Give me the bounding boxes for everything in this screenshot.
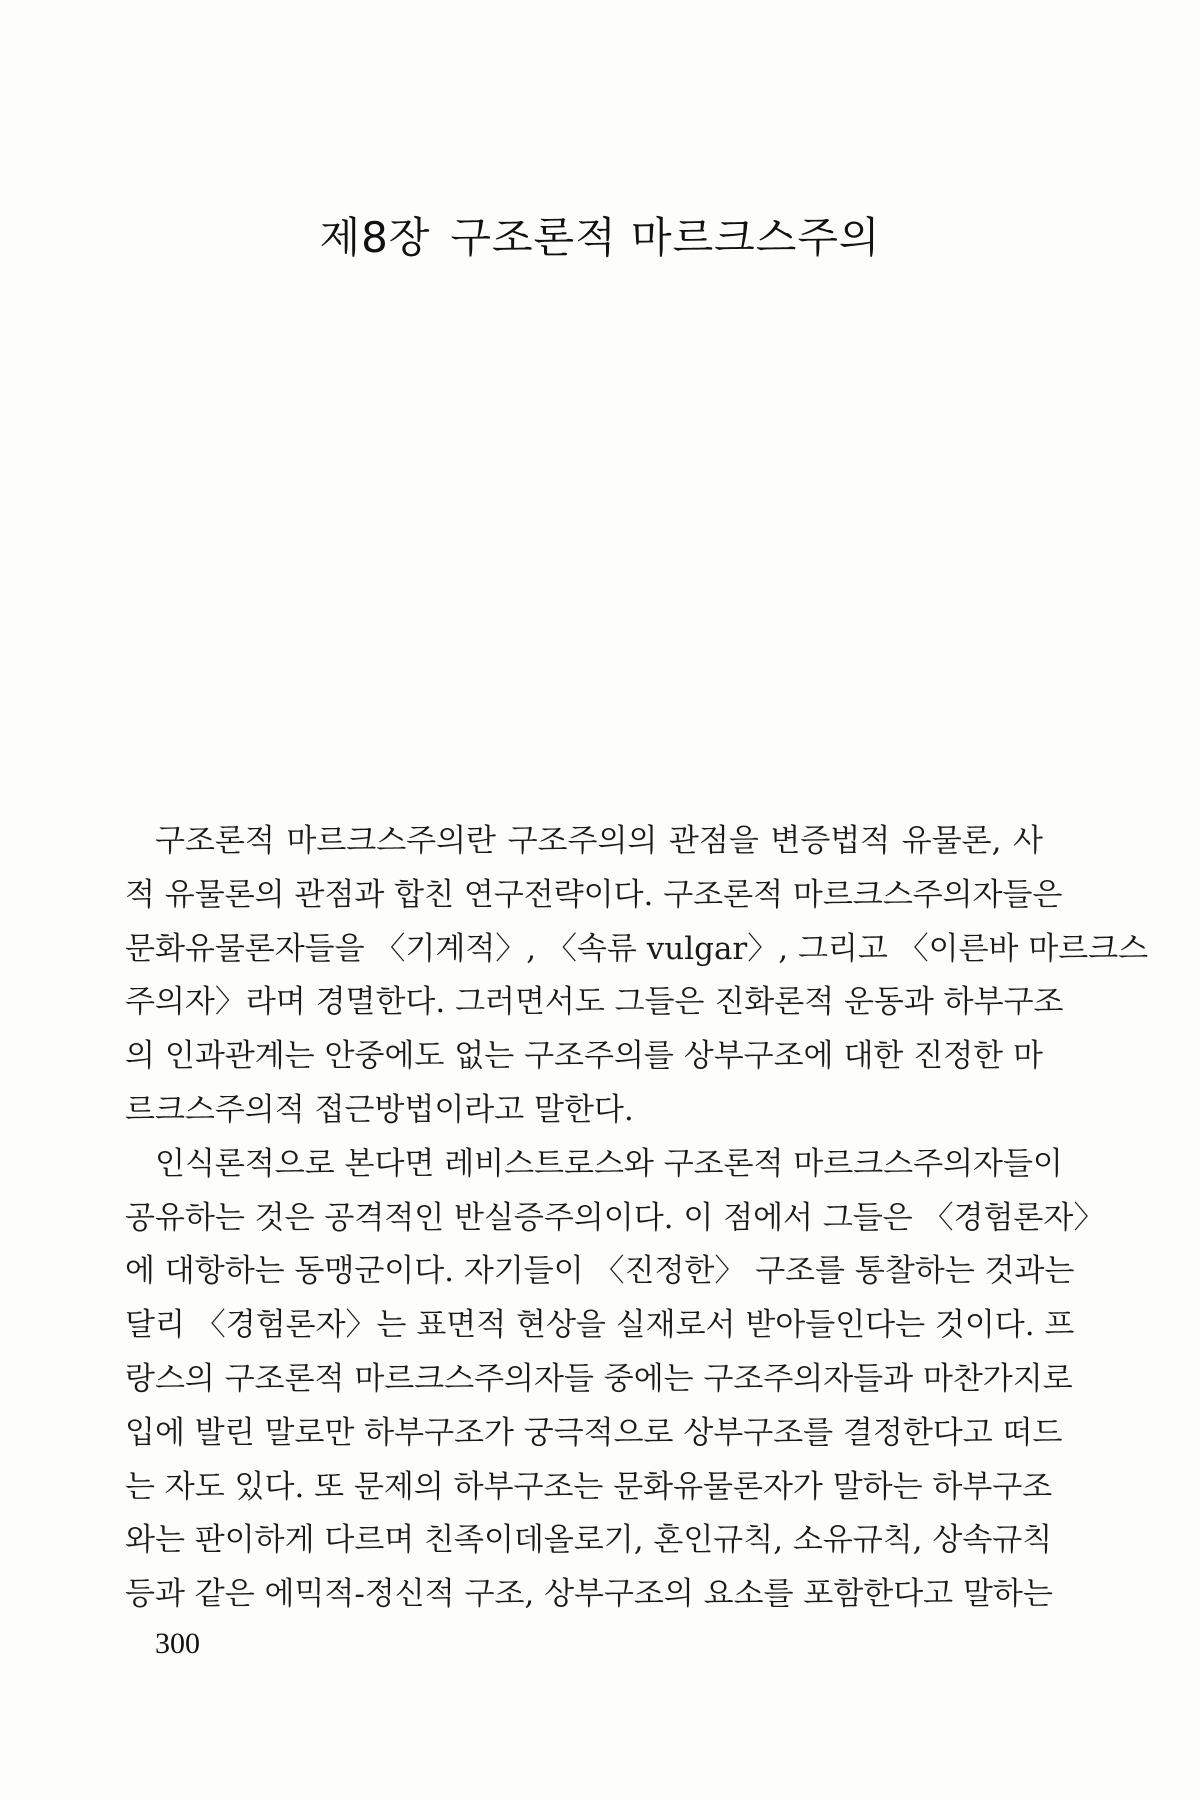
text-line: 르크스주의적 접근방법이라고 말한다. <box>125 1091 634 1128</box>
text-line: 구조론적 마르크스주의란 구조주의의 관점을 변증법적 유물론, 사 <box>155 823 1043 859</box>
chapter-heading <box>0 205 1200 265</box>
text-line: 에 대항하는 동맹군이다. 자기들이 〈진정한〉 구조를 통찰하는 것과는 <box>125 1253 1075 1290</box>
text-line: 달리 〈경험론자〉는 표면적 현상을 실재로서 받아들인다는 것이다. 프 <box>125 1307 1075 1344</box>
text-line: 입에 발린 말로만 하부구조가 궁극적으로 상부구조를 결정한다고 떠드 <box>125 1414 1063 1451</box>
page-number: 300 <box>155 1627 200 1660</box>
text-line: 와는 판이하게 다르며 친족이데올로기, 혼인규칙, 소유규칙, 상속규칙 <box>125 1522 1053 1559</box>
text-line: 문화유물론자들을 〈기계적〉, 〈속류 vulgar〉, 그리고 〈이른바 마르크스 <box>125 930 1149 967</box>
text-line: 주의자〉라며 경멸한다. 그러면서도 그들은 진화론적 운동과 하부구조 <box>125 984 1064 1021</box>
text-line: 랑스의 구조론적 마르크스주의자들 중에는 구조주의자들과 마찬가지로 <box>125 1360 1073 1397</box>
chapter-number: 제8장 <box>319 213 431 262</box>
chapter-title: 구조론적 마르크스주의 <box>450 213 881 262</box>
text-line: 인식론적으로 본다면 레비스트로스와 구조론적 마르크스주의자들이 <box>155 1145 1063 1182</box>
text-line: 적 유물론의 관점과 합친 연구전략이다. 구조론적 마르크스주의자들은 <box>125 876 1063 913</box>
text-line: 의 인과관계는 안중에도 없는 구조주의를 상부구조에 대한 진정한 마 <box>125 1038 1043 1075</box>
text-line: 등과 같은 에믹적-정신적 구조, 상부구조의 요소를 포함한다고 말하는 <box>125 1576 1053 1613</box>
text-line: 공유하는 것은 공격적인 반실증주의이다. 이 점에서 그들은 〈경험론자〉 <box>125 1199 1105 1236</box>
text-line: 는 자도 있다. 또 문제의 하부구조는 문화유물론자가 말하는 하부구조 <box>125 1468 1053 1505</box>
body-text <box>125 815 1149 1622</box>
